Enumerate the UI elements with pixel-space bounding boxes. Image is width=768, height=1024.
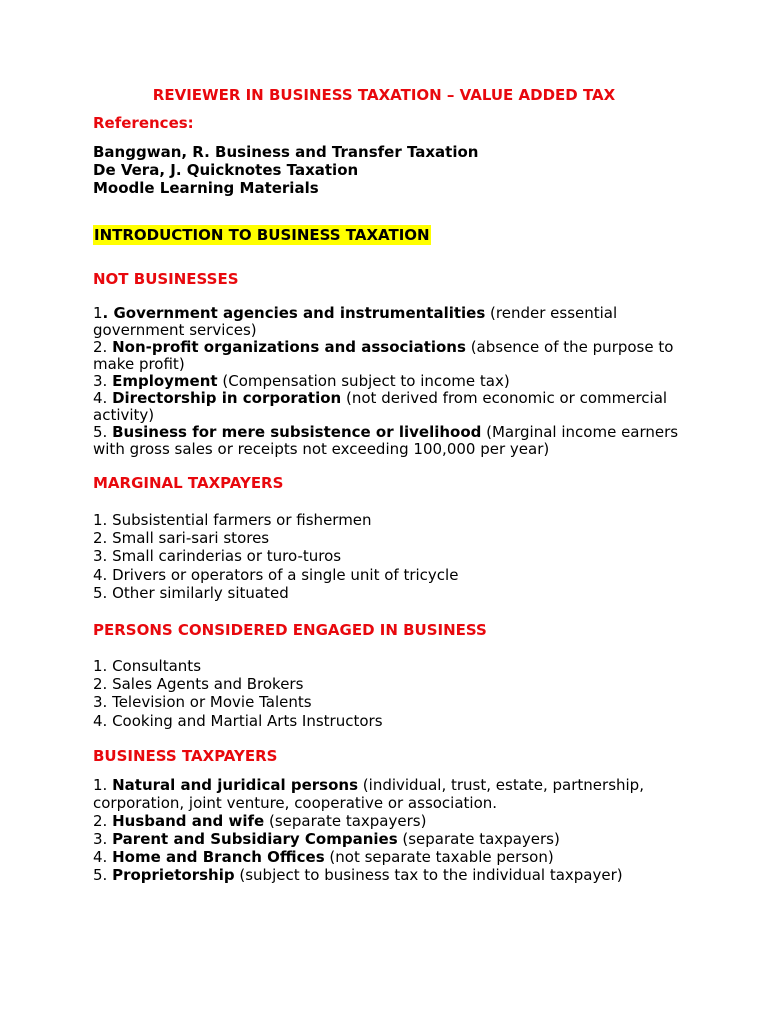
item-term: Non-profit organizations and associations	[112, 338, 466, 356]
item-term: Proprietorship	[112, 866, 235, 885]
business-taxpayers-list	[93, 776, 693, 885]
list-item: 4. Drivers or operators of a single unit of tricycle	[93, 565, 459, 584]
list-item	[93, 390, 693, 424]
references-list	[93, 143, 478, 197]
item-description: (individual, trust, estate, partnership, corporation, joint venture, cooperative or association.	[93, 776, 644, 813]
list-item	[93, 848, 693, 866]
item-number: 3.	[93, 372, 113, 390]
item-description: (separate taxpayers)	[397, 830, 560, 849]
document-title: REVIEWER IN BUSINESS TAXATION – VALUE ADDED TAX	[152, 86, 616, 104]
item-description: (absence of the purpose to make profit)	[93, 338, 674, 373]
item-number: 2.	[93, 812, 113, 831]
reference-item: De Vera, J. Quicknotes Taxation	[93, 161, 359, 179]
item-term: Business for mere subsistence or livelihood	[112, 423, 482, 441]
list-item: 2. Small sari-sari stores	[93, 529, 270, 548]
list-item	[93, 424, 693, 458]
item-term: Home and Branch Offices	[112, 848, 325, 867]
item-term: . Government agencies and instrumentalities	[102, 304, 486, 322]
marginal-taxpayers-list	[93, 511, 458, 602]
item-number: 1.	[93, 776, 113, 794]
list-item	[93, 776, 693, 812]
item-term: Parent and Subsidiary Companies	[112, 830, 398, 849]
list-item	[93, 866, 693, 884]
item-number: 3.	[93, 830, 113, 849]
engaged-in-business-list	[93, 657, 383, 730]
item-term: Employment	[112, 372, 218, 390]
item-number: 1	[93, 304, 103, 322]
intro-heading: INTRODUCTION TO BUSINESS TAXATION	[94, 226, 430, 244]
list-item: 4. Cooking and Martial Arts Instructors	[93, 711, 383, 730]
list-item: 1. Subsistential farmers or fishermen	[93, 511, 372, 529]
list-item: 2. Sales Agents and Brokers	[93, 675, 304, 694]
not-businesses-list	[93, 305, 693, 458]
item-description: (subject to business tax to the individual taxpayer)	[234, 866, 623, 885]
list-item: 3. Small carinderias or turo-turos	[93, 547, 342, 566]
list-item: 5. Other similarly situated	[93, 583, 289, 602]
item-description: (not separate taxable person)	[324, 848, 554, 867]
item-number: 5.	[93, 866, 113, 885]
list-item	[93, 339, 693, 373]
item-description: (render essential government services)	[93, 304, 618, 339]
item-number: 5.	[93, 423, 113, 441]
section-heading-marginal-taxpayers: MARGINAL TAXPAYERS	[93, 474, 284, 492]
item-number: 4.	[93, 848, 113, 867]
reference-item: Moodle Learning Materials	[93, 179, 319, 197]
item-number: 4.	[93, 389, 113, 407]
item-description: (not derived from economic or commercial activity)	[93, 389, 668, 424]
item-description: (Compensation subject to income tax)	[217, 372, 510, 390]
list-item	[93, 812, 693, 830]
item-term: Natural and juridical persons	[112, 776, 359, 794]
list-item: 1. Consultants	[93, 657, 202, 675]
item-term: Husband and wife	[112, 812, 265, 831]
list-item	[93, 830, 693, 848]
list-item	[93, 305, 693, 339]
item-description: (Marginal income earners with gross sales or receipts not exceeding 100,000 per year)	[93, 423, 679, 458]
reference-item: Banggwan, R. Business and Transfer Taxation	[93, 143, 479, 161]
section-heading-engaged-in-business: PERSONS CONSIDERED ENGAGED IN BUSINESS	[93, 621, 487, 639]
item-term: Directorship in corporation	[112, 389, 342, 407]
list-item: 3. Television or Movie Talents	[93, 693, 312, 712]
item-number: 2.	[93, 338, 113, 356]
list-item	[93, 373, 693, 390]
references-label: References:	[93, 114, 194, 132]
section-heading-business-taxpayers: BUSINESS TAXPAYERS	[93, 747, 278, 765]
item-description: (separate taxpayers)	[264, 812, 427, 831]
section-heading-not-businesses: NOT BUSINESSES	[93, 270, 239, 288]
